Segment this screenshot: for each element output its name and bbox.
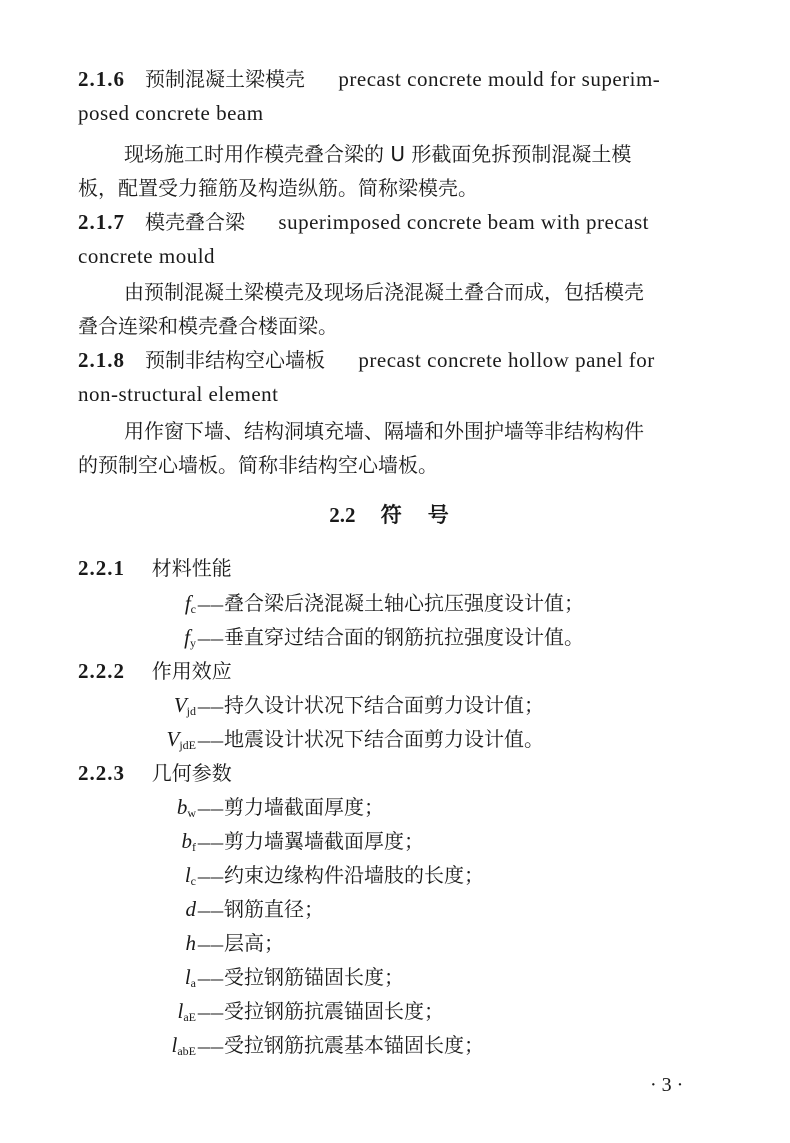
clause-title-en-cont: non-structural element [78,382,279,406]
subsection-number: 2.2.3 [78,761,125,785]
subsection-2-2-2-heading [78,654,232,688]
clause-2-1-8-heading [78,343,655,377]
symbol-row: $l_c——$约束边缘构件沿墙肢的长度； [78,858,484,898]
clause-title-cn: 模壳叠合梁 [145,210,246,234]
subsection-title: 几何参数 [151,761,232,785]
symbol: $l_a$ [184,965,196,990]
clause-title-en: precast concrete hollow panel for [358,348,655,372]
symbol: $l_{abE}$ [171,1033,196,1058]
symbol-row: $V_{jdE}——$地震设计状况下结合面剪力设计值。 [78,722,544,762]
symbol: $l_c$ [184,863,196,888]
section-title: 符号 [380,503,475,527]
section-number: 2.2 [329,503,356,527]
clause-number: 2.1.8 [78,348,125,372]
symbol-description: 剪力墙翼墙截面厚度； [224,829,424,853]
symbol-description: 钢筋直径； [224,897,324,921]
subsection-title: 材料性能 [151,556,232,580]
clause-body-cont: 板，配置受力箍筋及构造纵筋。简称梁模壳。 [78,176,478,200]
symbol: $f_c$ [184,591,196,616]
symbol-description: 受拉钢筋锚固长度； [224,965,404,989]
subsection-number: 2.2.1 [78,556,125,580]
clause-number: 2.1.7 [78,210,125,234]
symbol: $b_w$ [176,795,196,820]
clause-title-cn: 预制非结构空心墙板 [145,348,326,372]
symbol-description: 垂直穿过结合面的钢筋抗拉强度设计值。 [224,625,584,649]
symbol-description: 地震设计状况下结合面剪力设计值。 [224,727,544,751]
clause-body-cont: 叠合连梁和模壳叠合楼面梁。 [78,314,338,338]
symbol-row: $f_y——$垂直穿过结合面的钢筋抗拉强度设计值。 [78,620,584,660]
symbol-description: 剪力墙截面厚度； [224,795,384,819]
clause-body: 用作窗下墙、结构洞填充墙、隔墙和外围护墙等非结构构件 [124,419,644,443]
clause-title-en: precast concrete mould for superim- [338,67,661,91]
symbol-description: 持久设计状况下结合面剪力设计值； [224,693,544,717]
symbol-row: $l_{abE}——$受拉钢筋抗震基本锚固长度； [78,1028,484,1068]
symbol-row: h——层高； [78,926,284,966]
symbol: $b_f$ [181,829,196,854]
symbol: d [185,897,196,921]
symbol: $l_{aE}$ [177,999,196,1024]
clause-body-cont: 的预制空心墙板。简称非结构空心墙板。 [78,453,438,477]
clause-title-en: superimposed concrete beam with precast [278,210,649,234]
symbol-row: $b_w——$剪力墙截面厚度； [78,790,384,830]
subsection-2-2-3-heading [78,756,232,790]
clause-title-en-cont: posed concrete beam [78,101,264,125]
symbol-description: 受拉钢筋抗震锚固长度； [224,999,444,1023]
subsection-title: 作用效应 [151,659,232,683]
clause-title-en-cont: concrete mould [78,244,216,268]
symbol-row: d——钢筋直径； [78,892,324,932]
section-heading [78,498,726,532]
symbol: $V_{jdE}$ [166,727,196,752]
subsection-2-2-1-heading [78,551,232,585]
symbol-row: $l_a——$受拉钢筋锚固长度； [78,960,404,1000]
page-number: · 3 · [650,1074,684,1096]
symbol-description: 约束边缘构件沿墙肢的长度； [224,863,484,887]
symbol-description: 受拉钢筋抗震基本锚固长度； [224,1033,484,1057]
clause-body: 由预制混凝土梁模壳及现场后浇混凝土叠合而成，包括模壳 [124,280,644,304]
symbol-description: 层高； [224,931,284,955]
symbol-row: $V_{jd}——$持久设计状况下结合面剪力设计值； [78,688,544,728]
symbol-row: $f_c——$叠合梁后浇混凝土轴心抗压强度设计值； [78,586,584,626]
symbol: $f_y$ [184,625,196,650]
symbol-description: 叠合梁后浇混凝土轴心抗压强度设计值； [224,591,584,615]
symbol: h [185,931,196,955]
subsection-number: 2.2.2 [78,659,125,683]
symbol-row: $b_f——$剪力墙翼墙截面厚度； [78,824,424,864]
clause-title-cn: 预制混凝土梁模壳 [145,67,306,91]
clause-number: 2.1.6 [78,67,125,91]
symbol-row: $l_{aE}——$受拉钢筋抗震锚固长度； [78,994,444,1034]
symbol: $V_{jd}$ [173,693,196,718]
clause-body: 现场施工时用作模壳叠合梁的 U 形截面免拆预制混凝土模 [124,142,632,166]
clause-2-1-7-heading [78,205,649,239]
clause-2-1-6-heading [78,62,660,96]
